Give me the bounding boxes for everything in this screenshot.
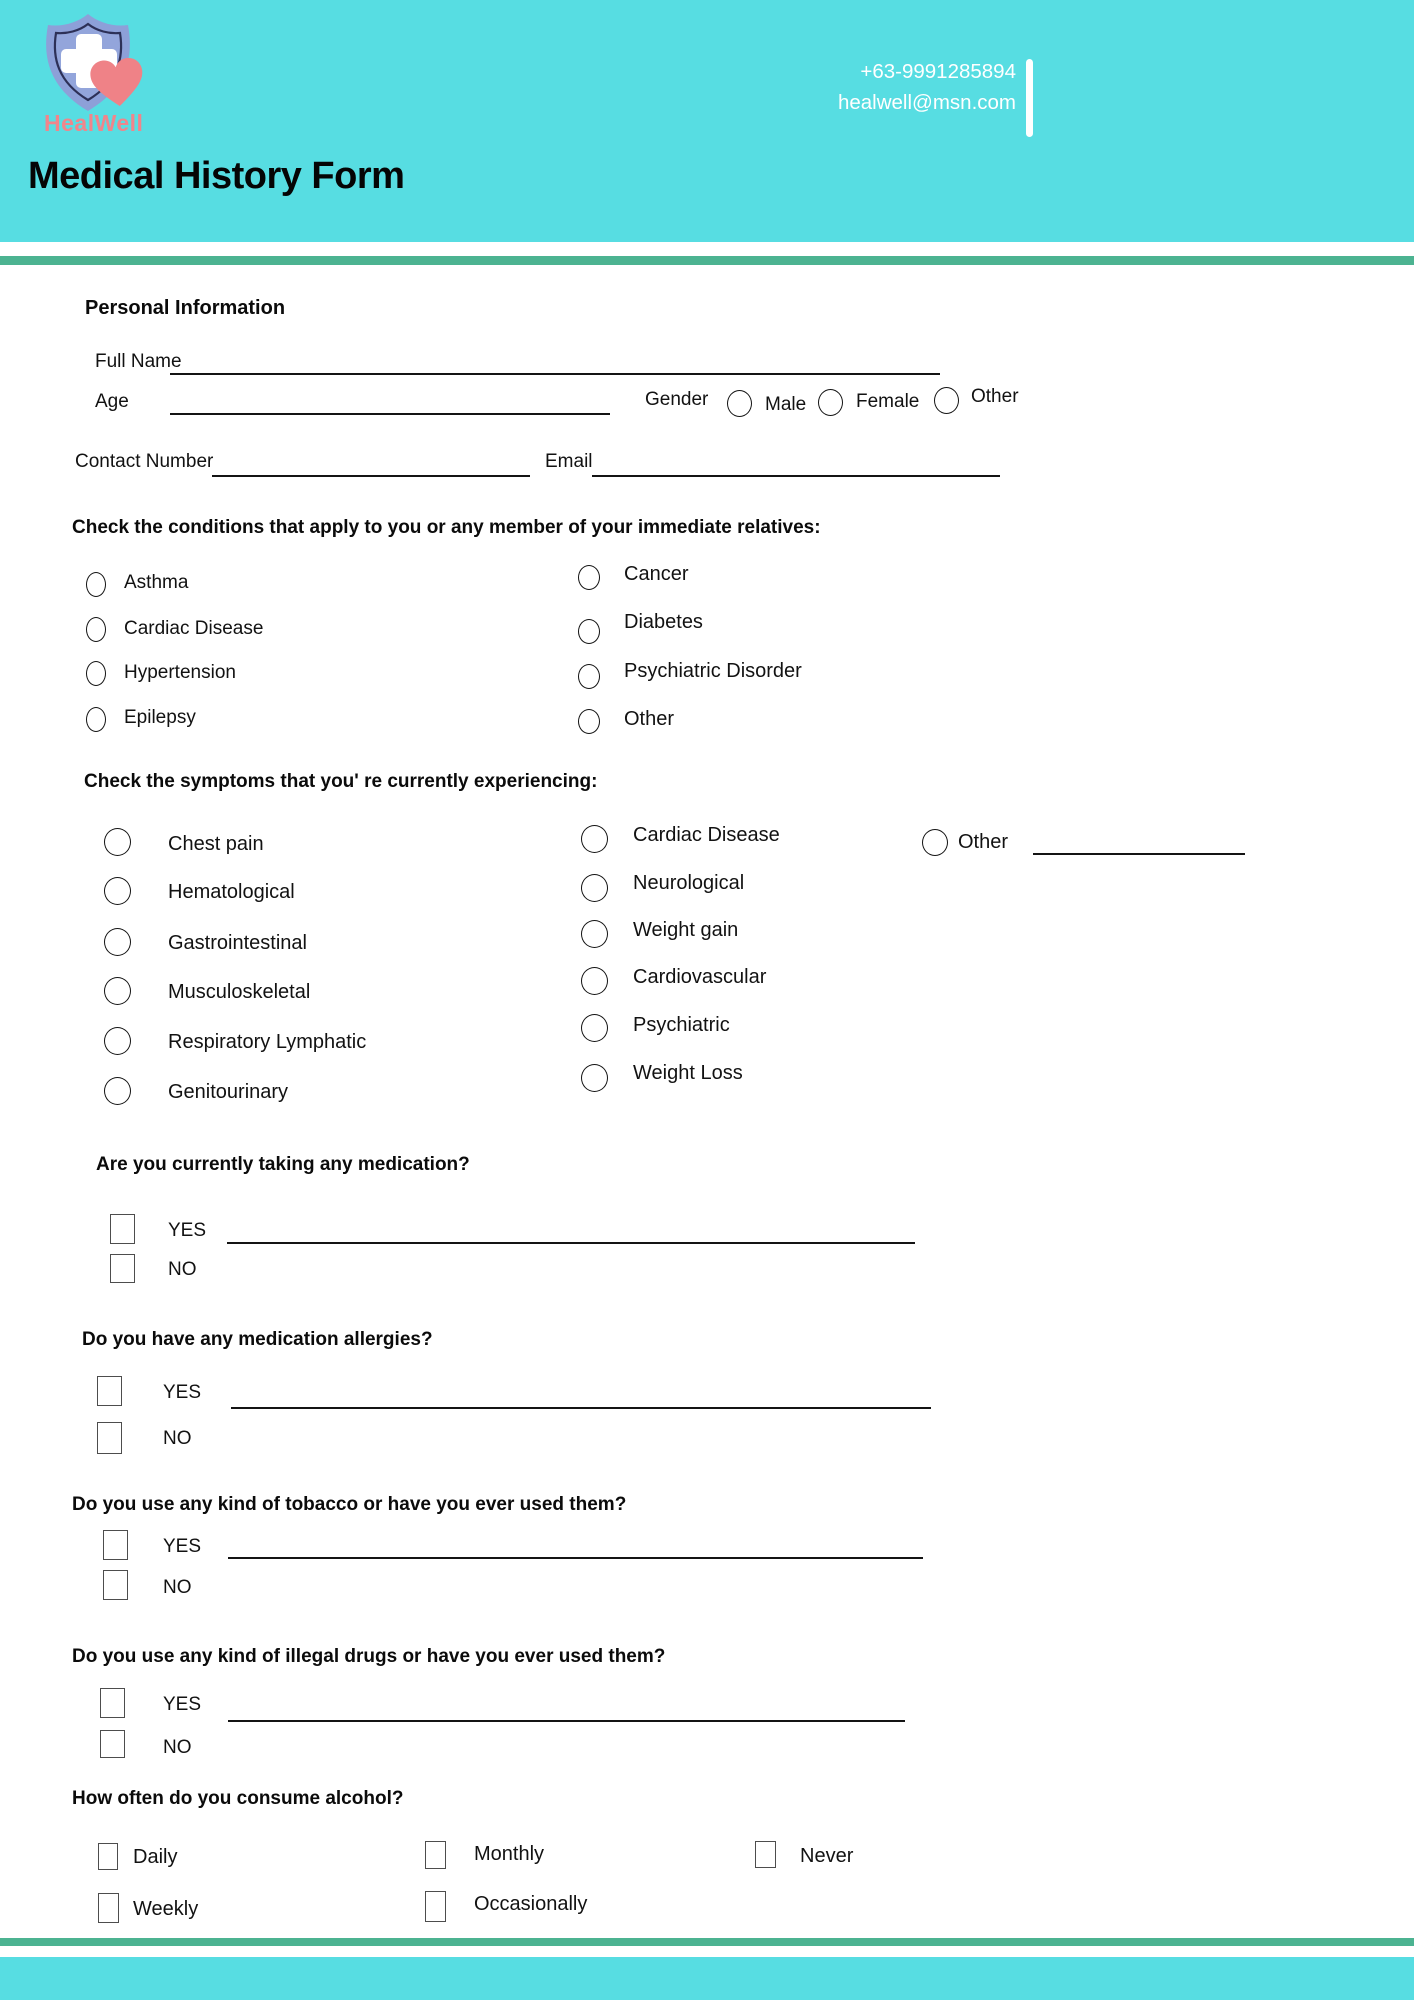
checkbox-allergies-no[interactable] [97, 1422, 122, 1454]
symptom-genitourinary-label: Genitourinary [168, 1081, 289, 1103]
radio-symptom-other[interactable] [922, 829, 948, 856]
radio-symptom-weight-loss[interactable] [581, 1064, 608, 1092]
header-band [0, 0, 1414, 242]
alcohol-daily-label: Daily [133, 1846, 178, 1868]
radio-condition-epilepsy[interactable] [86, 707, 106, 732]
checkbox-drugs-no[interactable] [100, 1730, 125, 1758]
radio-condition-other[interactable] [578, 709, 600, 734]
alcohol-weekly-label: Weekly [133, 1898, 199, 1920]
checkbox-alcohol-occasionally[interactable] [425, 1891, 446, 1922]
symptom-gastrointestinal-label: Gastrointestinal [168, 932, 307, 954]
checkbox-alcohol-never[interactable] [755, 1841, 776, 1868]
symptom-cardiovascular-label: Cardiovascular [633, 966, 767, 988]
question-drugs-heading: Do you use any kind of illegal drugs or have you ever used them? [72, 1646, 666, 1667]
top-green-divider [0, 256, 1414, 265]
symptom-weight-loss-label: Weight Loss [633, 1062, 743, 1084]
contact-number-input-line[interactable] [212, 475, 530, 477]
email-input-line[interactable] [592, 475, 1000, 477]
condition-asthma-label: Asthma [124, 572, 189, 593]
checkbox-alcohol-monthly[interactable] [425, 1841, 446, 1869]
footer-band [0, 1957, 1414, 2000]
header-divider-bar [1026, 59, 1033, 137]
symptom-other-input-line[interactable] [1033, 853, 1245, 855]
radio-condition-diabetes[interactable] [578, 619, 600, 644]
drugs-detail-input-line[interactable] [228, 1720, 905, 1722]
radio-symptom-cardiac-disease[interactable] [581, 825, 608, 853]
symptom-hematological-label: Hematological [168, 881, 295, 903]
radio-symptom-genitourinary[interactable] [104, 1077, 131, 1105]
checkbox-alcohol-weekly[interactable] [98, 1893, 119, 1923]
bottom-green-divider [0, 1938, 1414, 1946]
checkbox-drugs-yes[interactable] [100, 1688, 125, 1718]
medication-detail-input-line[interactable] [227, 1242, 915, 1244]
symptom-musculoskeletal-label: Musculoskeletal [168, 981, 311, 1003]
full-name-label: Full Name [95, 351, 182, 372]
radio-symptom-psychiatric[interactable] [581, 1014, 608, 1042]
personal-info-heading: Personal Information [85, 297, 286, 319]
condition-cancer-label: Cancer [624, 563, 689, 585]
alcohol-occasionally-label: Occasionally [474, 1893, 588, 1915]
radio-condition-psychiatric-disorder[interactable] [578, 664, 600, 689]
email-label: Email [545, 451, 593, 472]
radio-condition-cardiac-disease[interactable] [86, 617, 106, 642]
radio-symptom-gastrointestinal[interactable] [104, 928, 131, 956]
symptom-respiratory-lymphatic-label: Respiratory Lymphatic [168, 1031, 367, 1053]
symptom-chest-pain-label: Chest pain [168, 833, 264, 855]
radio-condition-asthma[interactable] [86, 572, 106, 597]
condition-psychiatric-disorder-label: Psychiatric Disorder [624, 660, 802, 682]
symptoms-heading: Check the symptoms that you' re currently experiencing: [84, 771, 598, 792]
alcohol-monthly-label: Monthly [474, 1843, 545, 1865]
header-email: healwell@msn.com [837, 91, 1016, 114]
gender-label: Gender [645, 389, 709, 410]
age-input-line[interactable] [170, 413, 610, 415]
drugs-yes-label: YES [163, 1694, 202, 1715]
radio-symptom-hematological[interactable] [104, 877, 131, 905]
symptom-neurological-label: Neurological [633, 872, 745, 894]
contact-number-label: Contact Number [75, 451, 214, 472]
radio-symptom-cardiovascular[interactable] [581, 967, 608, 995]
age-label: Age [95, 391, 129, 412]
radio-symptom-weight-gain[interactable] [581, 920, 608, 948]
question-medication-heading: Are you currently taking any medication? [96, 1154, 470, 1175]
medication-no-label: NO [168, 1259, 197, 1280]
checkbox-tobacco-no[interactable] [103, 1570, 128, 1600]
header-contact-block [700, 56, 1016, 118]
full-name-input-line[interactable] [170, 373, 940, 375]
condition-diabetes-label: Diabetes [624, 611, 703, 633]
medication-yes-label: YES [168, 1220, 207, 1241]
header-phone: +63-9991285894 [860, 60, 1016, 83]
symptom-weight-gain-label: Weight gain [633, 919, 739, 941]
radio-symptom-respiratory-lymphatic[interactable] [104, 1027, 131, 1055]
radio-symptom-musculoskeletal[interactable] [104, 977, 131, 1005]
healwell-logo-icon [33, 12, 145, 114]
tobacco-detail-input-line[interactable] [228, 1557, 923, 1559]
condition-other-label: Other [624, 708, 675, 730]
gender-option-other: Other [971, 386, 1019, 407]
allergies-no-label: NO [163, 1428, 192, 1449]
logo-wordmark: HealWell [44, 110, 144, 136]
radio-gender-female[interactable] [818, 389, 843, 416]
gender-option-male: Male [765, 394, 807, 415]
condition-epilepsy-label: Epilepsy [124, 707, 196, 728]
condition-hypertension-label: Hypertension [124, 662, 236, 683]
question-tobacco-heading: Do you use any kind of tobacco or have you ever used them? [72, 1494, 627, 1515]
tobacco-yes-label: YES [163, 1536, 202, 1557]
radio-condition-cancer[interactable] [578, 565, 600, 590]
checkbox-allergies-yes[interactable] [97, 1376, 122, 1406]
tobacco-no-label: NO [163, 1577, 192, 1598]
gender-option-female: Female [856, 391, 920, 412]
radio-symptom-neurological[interactable] [581, 874, 608, 902]
condition-cardiac-disease-label: Cardiac Disease [124, 618, 264, 639]
allergies-detail-input-line[interactable] [231, 1407, 931, 1409]
checkbox-tobacco-yes[interactable] [103, 1530, 128, 1560]
checkbox-medication-yes[interactable] [110, 1214, 135, 1244]
question-allergies-heading: Do you have any medication allergies? [82, 1329, 433, 1350]
symptom-psychiatric-label: Psychiatric [633, 1014, 730, 1036]
allergies-yes-label: YES [163, 1382, 202, 1403]
page-title: Medical History Form [28, 155, 405, 197]
drugs-no-label: NO [163, 1737, 192, 1758]
symptom-other-label: Other [958, 831, 1009, 853]
checkbox-medication-no[interactable] [110, 1254, 135, 1283]
radio-symptom-chest-pain[interactable] [104, 828, 131, 856]
alcohol-never-label: Never [800, 1845, 854, 1867]
radio-gender-male[interactable] [727, 390, 752, 417]
checkbox-alcohol-daily[interactable] [98, 1843, 118, 1870]
radio-condition-hypertension[interactable] [86, 661, 106, 686]
alcohol-heading: How often do you consume alcohol? [72, 1788, 404, 1809]
symptom-cardiac-disease-label: Cardiac Disease [633, 824, 780, 846]
radio-gender-other[interactable] [934, 387, 959, 414]
conditions-heading: Check the conditions that apply to you or any member of your immediate relatives: [72, 517, 821, 538]
